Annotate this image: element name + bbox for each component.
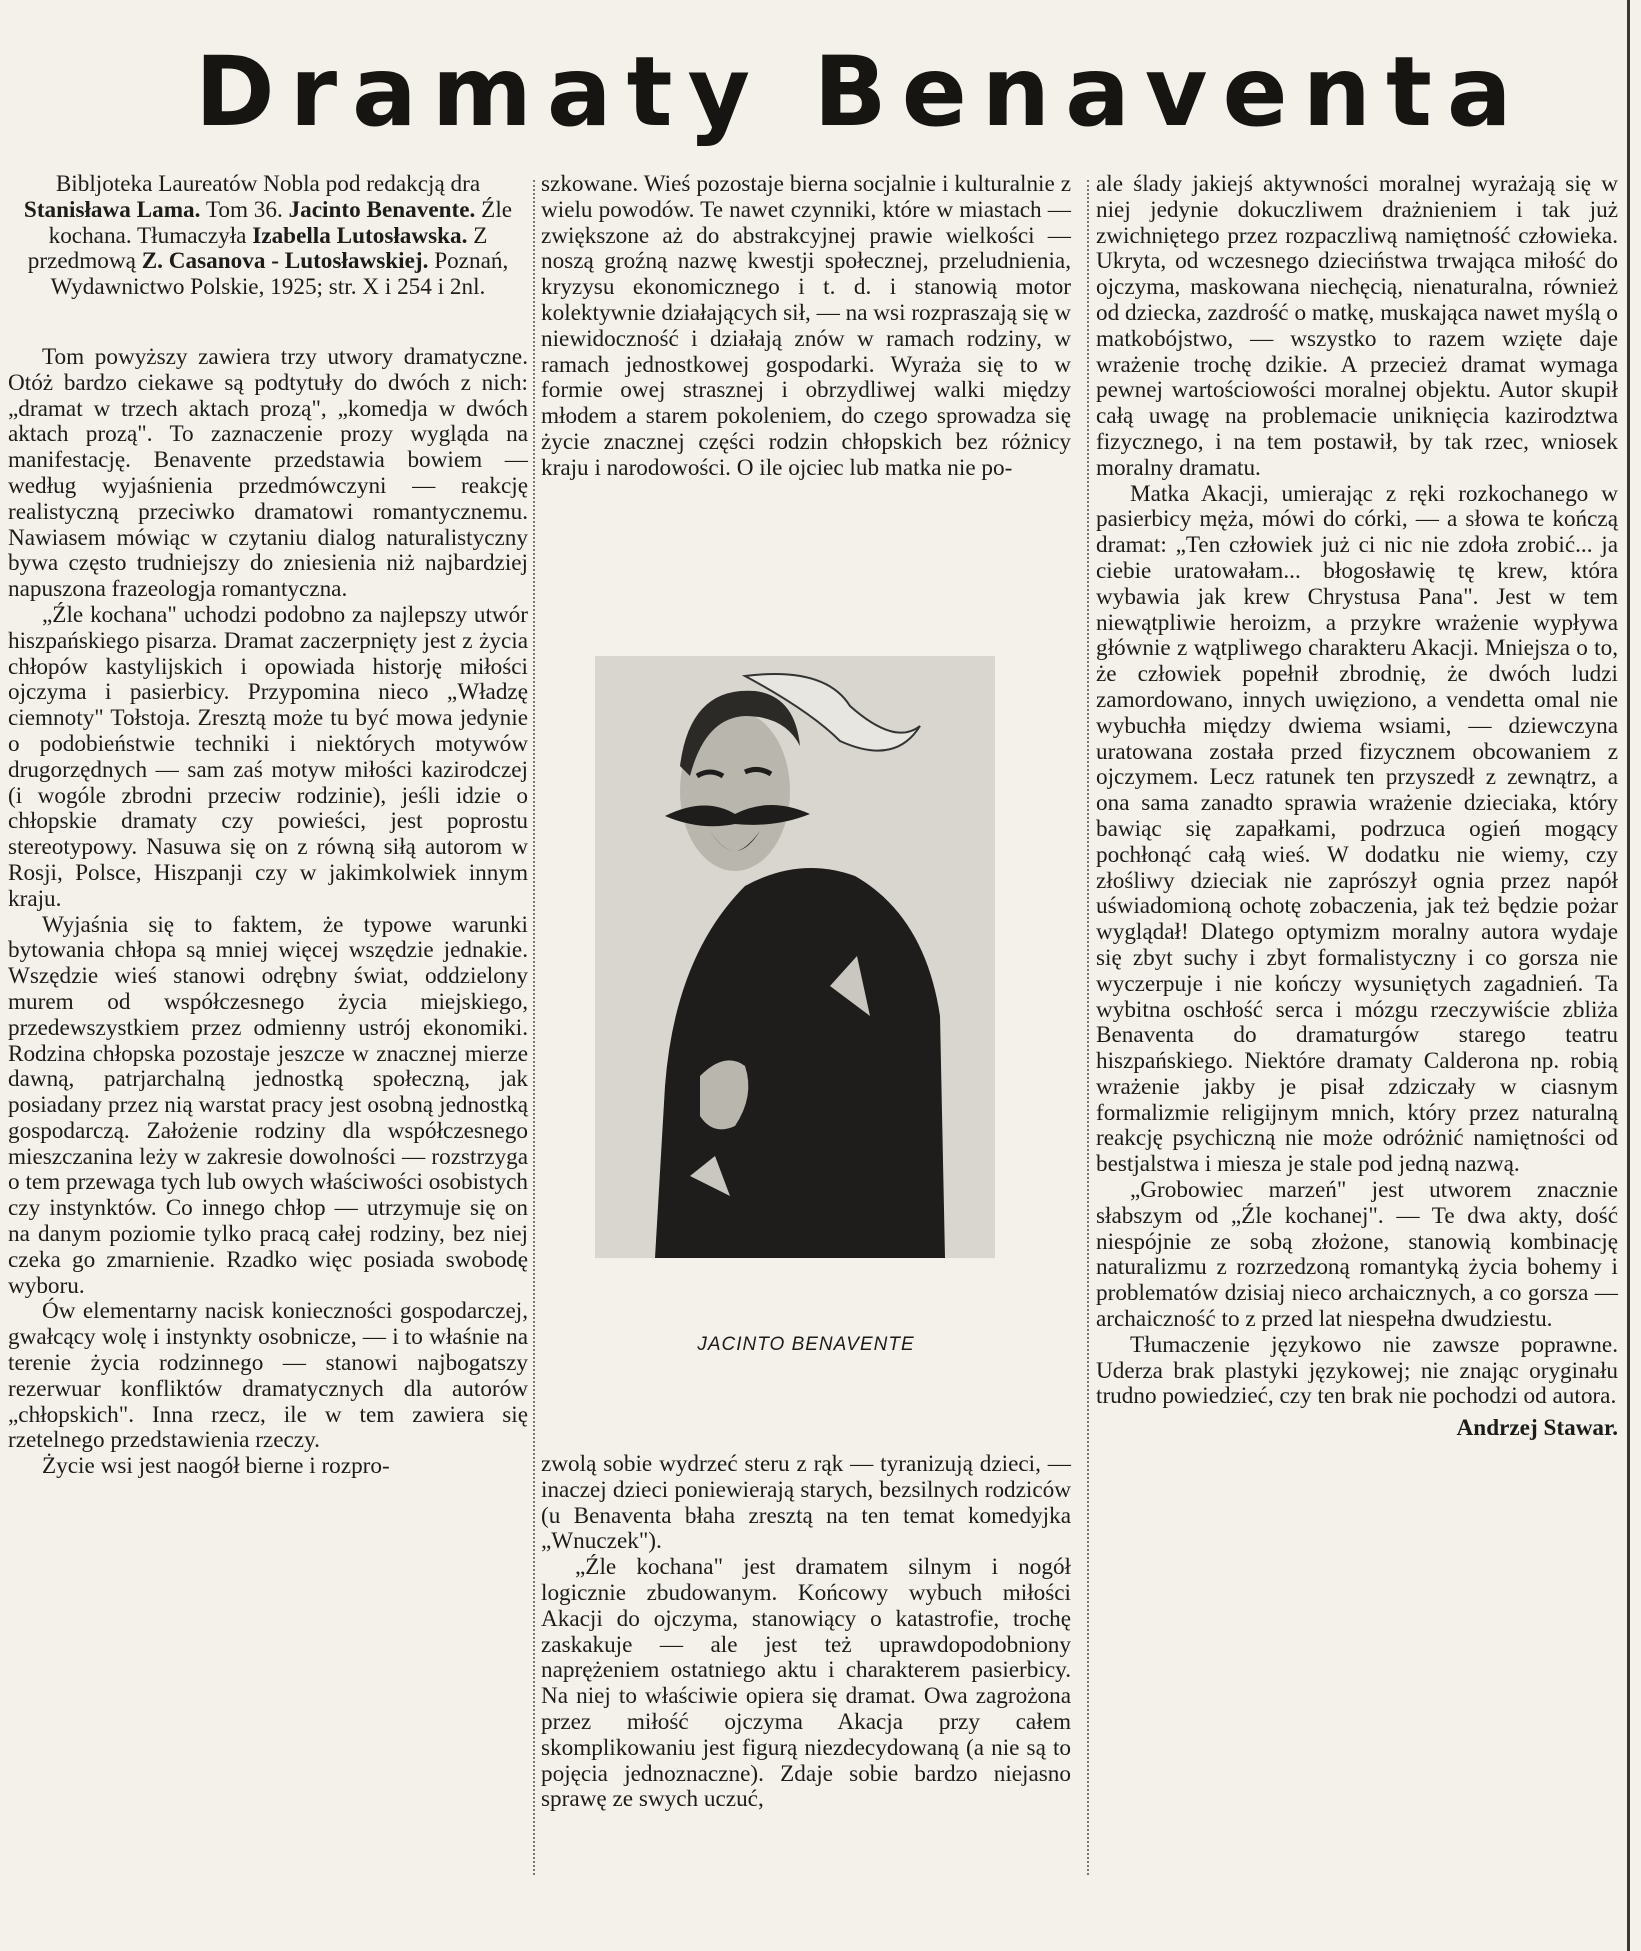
paragraph: „Źle kochana" uchodzi podobno za najlepszy utwór hiszpańskiego pisarza. Dramat zaczerpnięty jest z życia chłopów kastylijskich i opowiada historję miłości ojczyma i pasierbicy. Przypomina nieco „Władzę ciemnoty" Tołstoja. Zresztą może tu być mowa jedynie o podobieństwie techniki i niektórych motywów drugorzędnych — sam zaś motyw miłości kazirodczej (i wogóle zbrodni przeciw rodzinie), jeśli idzie o chłopskie dramaty czy powieści, jest poprostu stereotypowy. Nasuwa się on z równą siłą autorom w Rosji, Polsce, Hiszpanji czy w jakimkolwiek innym kraju. bbox=[8, 601, 528, 912]
bibliographic-note: Bibljoteka Laureatów Nobla pod redakcją dra Stanisława Lama. Tom 36. Jacinto Benavente. Źle kochana. Tłumaczyła Izabella Lutosławska. Z przedmową Z. Casanova - Lutosławskiej. Poznań, Wydawnictwo Polskie, 1925; str. X i 254 i 2nl. bbox=[23, 171, 513, 301]
column-left bbox=[8, 172, 528, 1480]
column-middle bbox=[541, 172, 1071, 482]
column-separator bbox=[1087, 180, 1090, 1875]
article-title: Dramaty Benaventa bbox=[195, 36, 1527, 148]
paragraph: Życie wsi jest naogół bierne i rozpro- bbox=[42, 1453, 390, 1480]
photo-caption: JACINTO BENAVENTE bbox=[697, 1334, 915, 1355]
portrait-illustration bbox=[595, 656, 995, 1258]
paragraph: Tom powyższy zawiera trzy utwory dramatyczne. Otóż bardzo ciekawe są podtytuły do dwóch z nich: „dramat w trzech aktach prozą", „komedja w dwóch aktach prozą". To zaznaczenie prozy wygląda na manifestację. Benavente przedstawia bowiem — według wyjaśnienia przedmówczyni — reakcję realistyczną przeciwko dramatowi romantycznemu. Nawiasem mówiąc w czytaniu dialog naturalistyczny bywa często trudniejszy do zniesienia niż najbardziej napuszona frazeologja romantyczna. bbox=[8, 343, 528, 603]
page-edge-rule bbox=[1627, 0, 1630, 1951]
paragraph: Tłumaczenie językowo nie zawsze poprawne. Uderza brak plastyki językowej; nie znając oryginału trudno powiedzieć, czy ten brak nie pochodzi od autora. bbox=[1096, 1331, 1618, 1410]
paragraph: „Źle kochana" jest dramatem silnym i nogół logicznie zbudowanym. Końcowy wybuch miłości Akacji do ojczyma, stanowiący o katastrofie, trochę zaskakuje — ale jest też uprawdopodobniony naprężeniem ostatniego aktu i charakterem pasierbicy. Na niej to właściwie opiera się dramat. Owa zagrożona przez miłość ojczyma Akacja przy całem skomplikowaniu jest figurą niezdecydowaną (a nie są to pojęcia jednoznaczne). Zdaje sobie bardzo niejasno sprawę ze swych uczuć, bbox=[541, 1554, 1071, 1813]
paragraph: ale ślady jakiejś aktywności moralnej wyrażają się w niej jedynie dokuczliwem drażnieniem i tak już zwichniętego przez rozpaczliwą namiętność człowieka. Ukryta, od wczesnego dzieciństwa trwająca miłość do ojczyma, maskowana niechęcią, nienaturalna, również od dziecka, zazdrość o matkę, muskająca nawet myślą o matkobójstwo, — wszystko to razem wzięte daje wrażenie trochę dzikie. A przecież dramat wymaga pewnej wartościowości moralnej objektu. Autor skupił całą uwagę na problemacie uniknięcia kazirodztwa fizycznego, i na tem postawił, by tak rzec, wniosek moralny dramatu. bbox=[1096, 171, 1618, 481]
author-signature: Andrzej Stawar. bbox=[1456, 1415, 1618, 1442]
paragraph: Matka Akacji, umierając z ręki rozkochanego w pasierbicy męża, mówi do córki, — a słowa te kończą dramat: „Ten człowiek już ci nic nie zdoła zrobić... ja ciebie uratowałam... błogosławię tę krew, która wybawia jak krew Chrystusa Pana". Jest w tem niewątpliwie heroizm, a przykre wrażenie wypływa głównie z wątpliwego charakteru Akacji. Mniejsza o to, że człowiek popełnił zbrodnię, że dwóch ludzi zamordowano, innych uwięziono, a vendetta omal nie wybuchła między dwiema wsiami, — dziewczyna uratowana została przed fizycznem obcowaniem z ojczymem. Lecz ratunek ten przyszedł z zewnątrz, a ona sama zanadto sprawia wrażenie dzieciaka, który bawiąc się zapałkami, podrzuca ogień mogący pochłonąć całą wieś. W dodatku nie wiemy, czy złośliwy dzieciak nie zaprószył ognia przez napół uświadomioną ochotę zobaczenia, jak też będzie pożar wyglądał! Dlatego optymizm moralny autora wydaje się zbyt suchy i zbyt formalistyczny i co gorsza nie wyczerpuje i nie kończy wysuniętych zagadnień. Ta wybitna oschłość serca i mózgu rzeczywiście zbliża Benaventa do dramaturgów starego teatru hiszpańskiego. Niektóre dramaty Calderona np. robią wrażenie jakby je pisał zdziczały w ciasnym formalizmie religijnym mnich, który przez naturalną reakcję psychiczną nie może odróżnić namiętności od bestjalstwa i miesza je stale pod jedną nazwą. bbox=[1096, 480, 1618, 1178]
paragraph: „Grobowiec marzeń" jest utworem znacznie słabszym od „Źle kochanej". — Te dwa akty, dość niespójnie ze sobą złożone, stanowią kombinację naturalizmu z rozrzedzoną romantyką życia bohemy i problematów dzisiaj nieco archaicznych, a co gorsza — archaiczność to z przed lat niespełna dwudziestu. bbox=[1096, 1177, 1618, 1333]
column-right bbox=[1096, 172, 1618, 1442]
paragraph: Ów elementarny nacisk konieczności gospodarczej, gwałcący wolę i instynkty osobnicze, — i to właśnie na terenie życia rodzinnego — stanowi najbogatszy rezerwuar konfliktów dramatycznych dla autorów „chłopskich". Inna rzecz, ile w tem zawiera się rzetelnego przedstawienia rzeczy. bbox=[8, 1298, 528, 1454]
paragraph: zwolą sobie wydrzeć steru z rąk — tyranizują dzieci, — inaczej dzieci poniewierają starych, bezsilnych rodziców (u Benaventa błaha zresztą na ten temat komedyjka „Wnuczek"). bbox=[541, 1451, 1071, 1555]
paragraph: szkowane. Wieś pozostaje bierna socjalnie i kulturalnie z wielu powodów. Te nawet czynniki, które w miastach — zwiększone aż do abstrakcyjnej prawie wielkości — noszą groźną nazwę kwestji społecznej, przeludnienia, kryzysu ekonomicznego i t. d. i stanowią motor kolektywnie działających sił, — na wsi rozpraszają się w niewidoczność i działają znów w ramach rodziny, w ramach jednostkowej gospodarki. Wyraża się to w formie owej strasznej i obrzydliwej walki między młodem a starem pokoleniem, do czego sprowadza się życie znacznej części rodzin chłopskich bez różnicy kraju i narodowości. O ile ojciec lub matka nie po- bbox=[541, 171, 1071, 481]
paragraph: Wyjaśnia się to faktem, że typowe warunki bytowania chłopa są mniej więcej wszędzie jednakie. Wszędzie wieś stanowi odrębny świat, oddzielony murem od współczesnego życia miejskiego, przedewszystkiem przez odmienny ustrój ekonomiki. Rodzina chłopska pozostaje jeszcze w znacznej mierze dawną, patrjarchalną jednostką społeczną, jak posiadany przez nią warstat pracy jest osobną jednostką gospodarczą. Założenie rodziny dla współczesnego mieszczanina leży w zakresie dowolności — rozstrzyga o tem przewaga tych lub owych właściwości osobistych czy instynktów. Co innego chłop — utrzymuje się on na danym poziomie tylko pracą całej rodziny, bez niej czeka go zmarnienie. Rzadko więc posiada swobodę wyboru. bbox=[8, 911, 528, 1299]
column-middle-continued bbox=[541, 1452, 1071, 1813]
column-separator bbox=[533, 180, 536, 1875]
portrait-image bbox=[595, 656, 995, 1258]
